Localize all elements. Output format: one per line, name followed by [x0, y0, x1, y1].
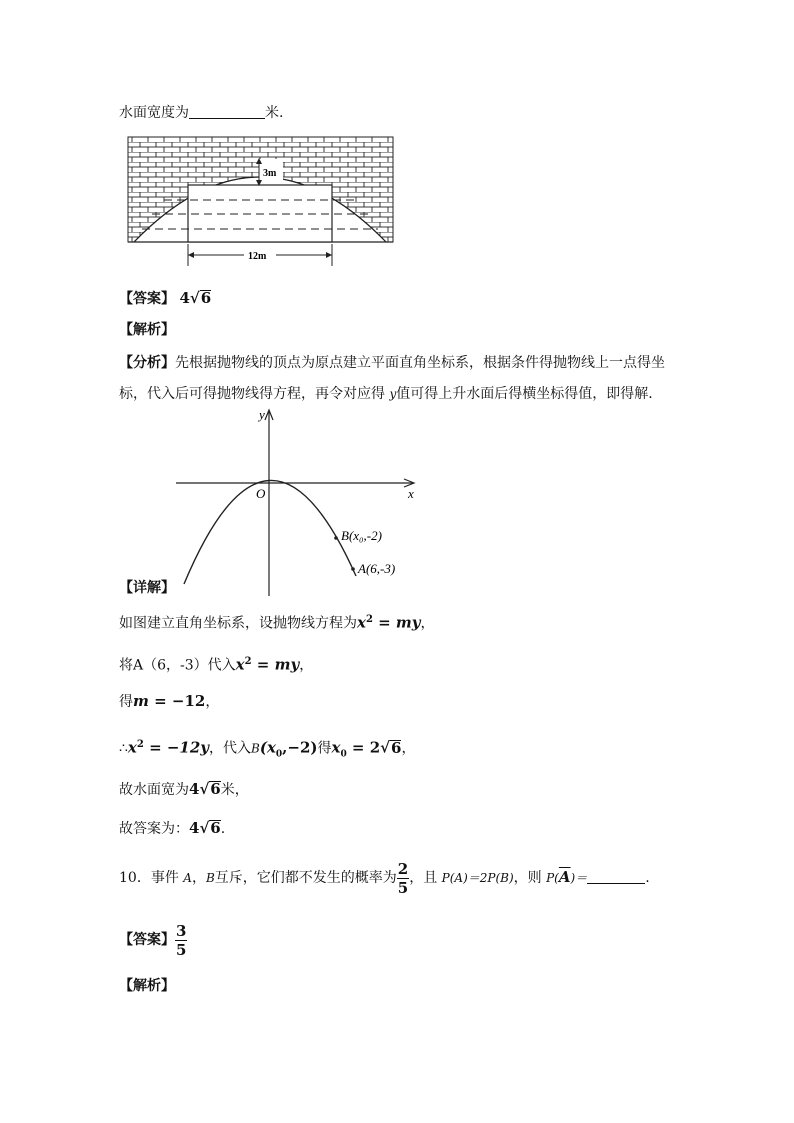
q10-frac-num: 2	[397, 859, 409, 878]
step-5-end: 米，	[220, 782, 249, 798]
step-3	[119, 691, 219, 712]
point-a-dot	[351, 567, 355, 571]
step-1-end: ，	[420, 615, 435, 632]
step-6-end: .	[220, 821, 226, 837]
step-2-end: ，	[299, 657, 314, 674]
q10-text-2: ，且	[409, 870, 442, 886]
step-4-pt: (x	[259, 738, 276, 757]
q10-prob-relation: P(A)＝2P(B)	[441, 871, 514, 885]
step-4-get: 得	[317, 740, 332, 757]
step-3-eq: = −12	[148, 692, 206, 710]
step-5-rad: 6	[210, 780, 221, 798]
q10-end: .	[645, 870, 650, 886]
step-4-x0-sub: 0	[340, 749, 347, 760]
width-label: 12m	[248, 251, 267, 262]
step-4-eq: = −12y	[143, 738, 210, 757]
q10-fraction	[397, 860, 409, 897]
q10-event-b: B	[205, 871, 215, 885]
x-axis-label: x	[408, 486, 414, 501]
step-6-rad: 6	[210, 819, 221, 837]
step-6-text: 故答案为：	[119, 821, 189, 837]
step-6-coef: 4	[189, 819, 200, 837]
step-4-pt2: ,−2)	[282, 738, 318, 757]
step-4-x0: x	[331, 738, 341, 757]
answer10-tag: 【答案】	[119, 932, 175, 948]
step-1-text: 如图建立直角坐标系，设抛物线方程为	[119, 615, 357, 632]
step-4-sup: 2	[136, 739, 144, 750]
step-4-x: x	[127, 738, 137, 757]
fenxi-tag: 【分析】	[119, 355, 175, 371]
step-3-text: 得	[119, 694, 133, 710]
step-6: 故答案为：4√6.	[119, 819, 226, 837]
q10-comma: ，	[191, 870, 206, 886]
q10-answer-blank[interactable]	[587, 869, 645, 884]
analysis-tag: 【解析】	[119, 322, 175, 338]
step-4-eqv: = 2	[346, 738, 381, 757]
answer10-frac-num: 3	[176, 921, 187, 940]
q10-pabar-post: )＝	[570, 871, 588, 885]
answer-blank[interactable]	[189, 104, 265, 119]
step-4-end: ，	[401, 740, 416, 757]
step-4-B: B	[251, 741, 260, 756]
step-1	[119, 610, 435, 634]
q10-event-a: A	[183, 871, 192, 885]
step-4: $\therefore x^2 = -12y$，代入$B(x_0,-2)$得$x_0 = 2√6$，	[119, 738, 416, 760]
q9-suffix: 米.	[265, 105, 284, 121]
q10-text-1: 互斥，它们都不发生的概率为	[214, 870, 397, 886]
analysis10-tag: 【解析】	[119, 978, 175, 994]
step-3-m: m	[133, 692, 149, 710]
step-2	[119, 652, 313, 676]
step-4-mid: ，代入	[209, 740, 252, 757]
q10-pabar-pre: P(	[546, 871, 559, 885]
answer9-line: 【答案】 4√6	[119, 289, 212, 307]
point-b-label: B(x₀,-2)	[341, 528, 382, 543]
parabola	[184, 480, 356, 584]
step-1-x: x	[357, 613, 366, 632]
q9-prefix: 水面宽度为	[119, 105, 189, 121]
answer9-coef: 4	[179, 289, 190, 307]
step-1-sup: 2	[365, 614, 373, 625]
origin-label: O	[256, 486, 266, 501]
question-10	[119, 857, 650, 898]
fenxi-var: y	[389, 387, 397, 401]
step-2-eq: = my	[251, 655, 300, 674]
fenxi-line-1	[119, 353, 665, 373]
step-3-end: ，	[205, 694, 220, 710]
fenxi-text-2a: 标，代入后可得抛物线得方程，再令对应得	[119, 386, 390, 402]
fenxi-line-2	[119, 384, 653, 404]
step-2-sup: 2	[244, 656, 252, 667]
fenxi-text-1: 先根据抛物线的顶点为原点建立平面直角坐标系，根据条件得抛物线上一点得坐	[175, 355, 665, 371]
point-b-dot	[334, 536, 338, 540]
height-label: 3m	[263, 168, 277, 179]
answer10-frac-den: 5	[176, 940, 187, 959]
fenxi-text-2b: 值可得上升水面后得横坐标得值，即得解.	[396, 386, 653, 402]
therefore-symbol: ∴	[119, 740, 128, 757]
step-5-coef: 4	[189, 780, 200, 798]
point-a-label: A(6,-3)	[358, 561, 396, 576]
answer10-line	[119, 920, 187, 960]
step-2-text: 将A（6，-3）代入	[119, 657, 236, 674]
step-4-rad: 6	[391, 738, 402, 757]
answer9-radicand: 6	[200, 289, 212, 307]
answer10-fraction	[175, 922, 187, 959]
bridge-figure	[120, 132, 400, 272]
step-2-x: x	[235, 655, 245, 674]
q10-frac-den: 5	[397, 878, 409, 897]
step-4-sub: 0	[275, 749, 283, 760]
y-axis-label: y	[259, 407, 265, 422]
step-5-text: 故水面宽为	[119, 782, 189, 798]
q10-abar: $\overline{A}$	[558, 868, 571, 886]
q10-number: 10．事件	[119, 870, 184, 886]
q10-text-3: ，则	[513, 870, 547, 886]
answer-tag: 【答案】	[119, 291, 175, 307]
q9-blank-line	[119, 103, 283, 123]
detail-tag: 【详解】	[119, 580, 175, 596]
coordinate-figure	[170, 406, 430, 596]
step-5: 故水面宽为4√6米，	[119, 780, 249, 798]
step-1-eq: = my	[372, 613, 421, 632]
